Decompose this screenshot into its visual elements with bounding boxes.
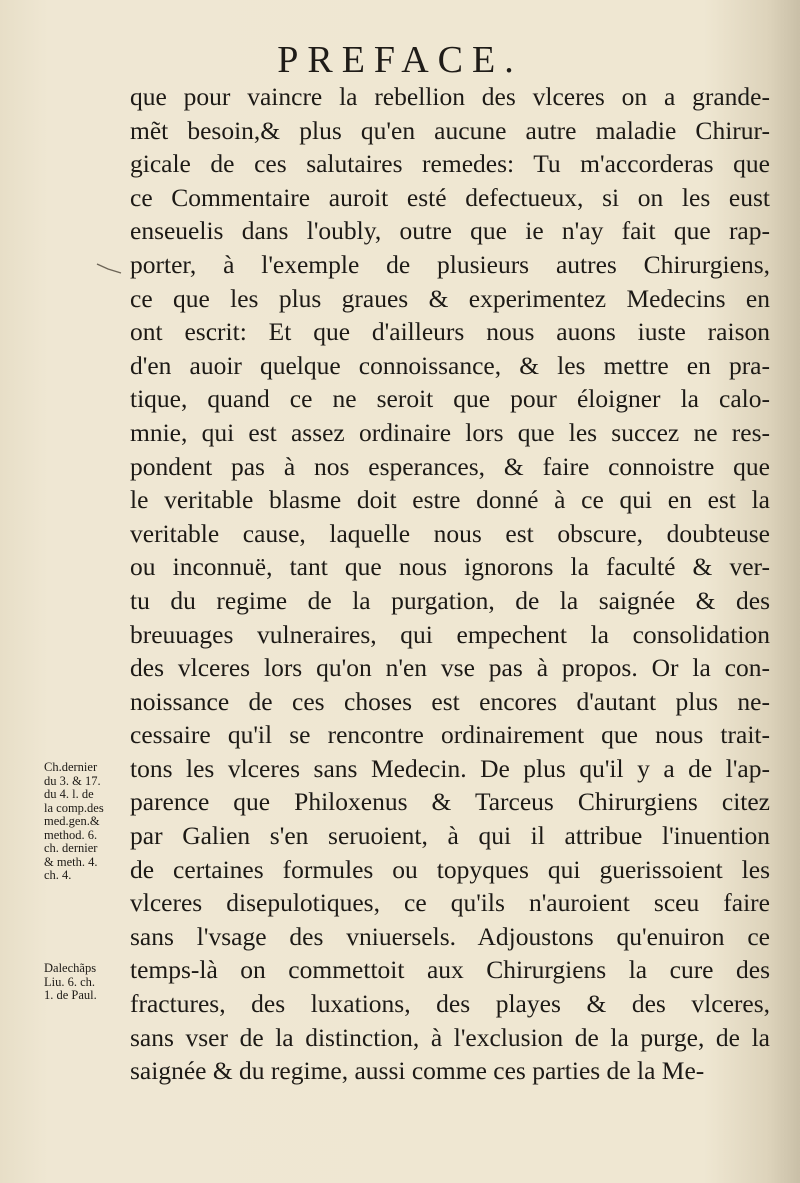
margin-note: Liu. 6. ch.	[44, 974, 96, 989]
text-line: fractures, des luxations, des playes & des vlceres,	[130, 989, 770, 1019]
text-line: gicale de ces salutaires remedes: Tu m'accorderas que	[130, 149, 770, 179]
text-line: ou inconnuë, tant que nous ignorons la faculté & ver-	[130, 552, 770, 582]
text-line: que pour vaincre la rebellion des vlceres on a grande-	[130, 82, 770, 111]
text-line: vlceres disepulotiques, ce qu'ils n'auroient sceu faire	[130, 888, 770, 918]
text-line: tons les vlceres sans Medecin. De plus qu'il y a de l'ap-	[130, 753, 770, 783]
text-line: temps-là on commettoit aux Chirurgiens la cure des	[130, 955, 770, 985]
text-line: enseuelis dans l'oubly, outre que ie n'ay fait que rap-	[130, 216, 770, 246]
text-line: ont escrit: Et que d'ailleurs nous auons iuste raison	[130, 317, 770, 347]
text-line: sans l'vsage des vniuersels. Adjoustons qu'enuiron ce	[130, 921, 770, 951]
text-line: mẽt besoin,& plus qu'en aucune autre maladie Chirur-	[130, 115, 770, 145]
ink-mark	[96, 262, 122, 274]
text-line: par Galien s'en seruoient, à qui il attribue l'inuention	[130, 821, 770, 851]
text-line: mnie, qui est assez ordinaire lors que les succez ne res-	[130, 417, 770, 447]
margin-note-group	[44, 761, 130, 883]
margin-note: du 4. l. de	[44, 787, 94, 801]
margin-note: du 3. & 17.	[44, 773, 101, 788]
text-line: saignée & du regime, aussi comme ces parties de la Me-	[130, 1056, 705, 1086]
margin-note: Ch.dernier	[44, 760, 98, 774]
page-header: PREFACE.	[277, 39, 523, 81]
text-line: tique, quand ce ne seroit que pour éloigner la calo-	[130, 384, 770, 414]
margin-note: ch. dernier	[44, 841, 98, 855]
body-text	[130, 80, 770, 1088]
margin-note: & meth. 4.	[44, 854, 98, 869]
text-line: sans vser de la distinction, à l'exclusion de la purge, de la	[130, 1022, 770, 1052]
margin-note: method. 6.	[44, 827, 98, 842]
margin-note: med.gen.&	[44, 814, 100, 828]
text-line: le veritable blasme doit estre donné à ce qui en est la	[130, 485, 770, 515]
text-line: ce que les plus graues & experimentez Medecins en	[130, 283, 770, 313]
margin-note: 1. de Paul.	[44, 988, 97, 1002]
text-line: ce Commentaire auroit esté defectueux, si on les eust	[130, 182, 770, 212]
text-line: cessaire qu'il se rencontre ordinairement que nous trait-	[130, 720, 770, 750]
text-line: pondent pas à nos esperances, & faire connoistre que	[130, 451, 770, 481]
margin-note: Dalechãps	[44, 961, 97, 975]
text-line: noissance de ces choses est encores d'autant plus ne-	[130, 686, 770, 716]
margin-note: la comp.des	[44, 800, 104, 815]
text-line: breuuages vulneraires, qui empechent la consolidation	[130, 619, 770, 649]
text-line: des vlceres lors qu'on n'en vse pas à propos. Or la con-	[130, 653, 770, 683]
text-line: de certaines formules ou topyques qui guerissoient les	[130, 854, 770, 884]
text-line: d'en auoir quelque connoissance, & les mettre en pra-	[130, 350, 770, 380]
text-line: tu du regime de la purgation, de la saignée & des	[130, 585, 770, 615]
margin-note-group	[44, 962, 130, 1003]
text-line: parence que Philoxenus & Tarceus Chirurgiens citez	[130, 787, 770, 817]
text-line: veritable cause, laquelle nous est obscure, doubteuse	[130, 518, 770, 548]
margin-note: ch. 4.	[44, 868, 72, 882]
text-line: porter, à l'exemple de plusieurs autres Chirurgiens,	[130, 249, 770, 279]
